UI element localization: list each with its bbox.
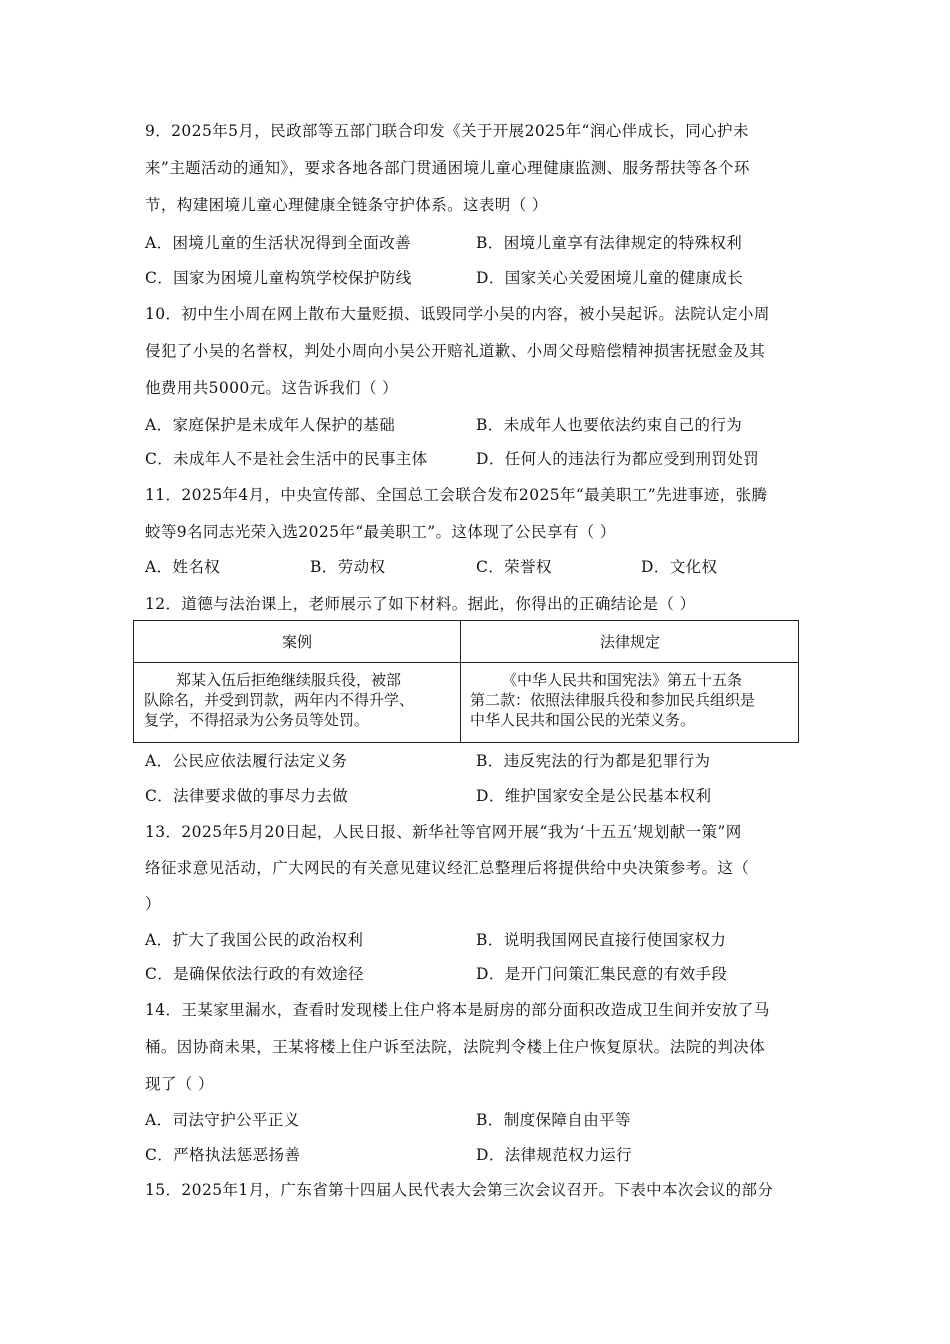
q9-option-d: D．国家关心关爱困境儿童的健康成长 xyxy=(476,269,744,287)
q11-stem-line-1: 11．2025年4月，中央宣传部、全国总工会联合发布2025年“最美职工”先进事迹，张腾 xyxy=(145,486,768,504)
q14-option-a: A．司法守护公平正义 xyxy=(145,1111,300,1129)
q10-option-d: D．任何人的违法行为都应受到刑罚处罚 xyxy=(476,450,760,468)
table-header-divider xyxy=(134,662,798,663)
q10-option-a: A．家庭保护是未成年人保护的基础 xyxy=(145,416,396,434)
q11-option-a: A．姓名权 xyxy=(145,558,221,576)
q10-stem-line-2: 侵犯了小吴的名誉权，判处小周向小吴公开赔礼道歉、小周父母赔偿精神损害抚慰金及其 xyxy=(145,342,766,360)
q10-option-b: B．未成年人也要依法约束自己的行为 xyxy=(476,416,743,434)
q11-option-d: D．文化权 xyxy=(641,558,718,576)
q13-option-d: D．是开门问策汇集民意的有效手段 xyxy=(476,965,728,983)
q12-option-c: C．法律要求做的事尽力去做 xyxy=(145,787,349,805)
q11-option-c: C．荣誉权 xyxy=(476,558,552,576)
table-cell-law xyxy=(470,670,755,730)
q14-stem-line-1: 14．王某家里漏水，查看时发现楼上住户将本是厨房的部分面积改造成卫生间并安放了马 xyxy=(145,1001,770,1019)
q10-stem-line-1: 10．初中生小周在网上散布大量贬损、诋毁同学小吴的内容，被小吴起诉。法院认定小周 xyxy=(145,305,770,323)
q12-stem-line-1: 12．道德与法治课上，老师展示了如下材料。据此，你得出的正确结论是（ ） xyxy=(145,595,696,613)
q9-stem-line-1: 9．2025年5月，民政部等五部门联合印发《关于开展2025年“润心伴成长，同心护未 xyxy=(145,122,749,140)
q13-stem-line-2: 络征求意见活动，广大网民的有关意见建议经汇总整理后将提供给中央决策参考。这（ xyxy=(145,859,750,877)
q13-stem-line-1: 13．2025年5月20日起，人民日报、新华社等官网开展“我为‘十五五’规划献一策”网 xyxy=(145,823,742,841)
law-line-1: 《中华人民共和国宪法》第五十五条 xyxy=(502,671,743,689)
law-line-2: 第二款：依照法律服兵役和参加民兵组织是 xyxy=(470,691,756,709)
q10-stem-line-3: 他费用共5000元。这告诉我们（ ） xyxy=(145,379,399,397)
q12-option-b: B．违反宪法的行为都是犯罪行为 xyxy=(476,752,711,770)
q12-material-table xyxy=(133,620,799,743)
q13-option-a: A．扩大了我国公民的政治权利 xyxy=(145,931,364,949)
case-line-1: 郑某入伍后拒绝继续服兵役，被部 xyxy=(176,671,402,689)
q12-option-d: D．维护国家安全是公民基本权利 xyxy=(476,787,712,805)
law-line-3: 中华人民共和国公民的光荣义务。 xyxy=(470,711,696,729)
q14-option-d: D．法律规范权力运行 xyxy=(476,1146,632,1164)
q9-option-a: A．困境儿童的生活状况得到全面改善 xyxy=(145,234,411,252)
table-cell-case xyxy=(144,670,414,730)
q14-stem-line-2: 桶。因协商未果，王某将楼上住户诉至法院，法院判令楼上住户恢复原状。法院的判决体 xyxy=(145,1038,766,1056)
q14-option-c: C．严格执法惩恶扬善 xyxy=(145,1146,301,1164)
q9-option-b: B．困境儿童享有法律规定的特殊权利 xyxy=(476,234,743,252)
q15-stem-line-1: 15．2025年1月，广东省第十四届人民代表大会第三次会议召开。下表中本次会议的部分 xyxy=(145,1181,774,1199)
q9-stem-line-2: 来”主题活动的通知》，要求各地各部门贯通困境儿童心理健康监测、服务帮扶等各个环 xyxy=(145,159,750,177)
q14-option-b: B．制度保障自由平等 xyxy=(476,1111,631,1129)
case-line-3: 复学，不得招录为公务员等处罚。 xyxy=(144,711,370,729)
table-header-law: 法律规定 xyxy=(599,633,660,651)
q13-option-b: B．说明我国网民直接行使国家权力 xyxy=(476,931,727,949)
q10-option-c: C．未成年人不是社会生活中的民事主体 xyxy=(145,450,428,468)
q13-option-c: C．是确保依法行政的有效途径 xyxy=(145,965,364,983)
q14-stem-line-3: 现了（ ） xyxy=(145,1075,214,1093)
q11-stem-line-2: 蛟等9名同志光荣入选2025年“最美职工”。这体现了公民享有（ ） xyxy=(145,523,616,541)
case-line-2: 队除名，并受到罚款，两年内不得升学、 xyxy=(144,691,415,709)
table-header-case: 案例 xyxy=(281,633,312,651)
q9-option-c: C．国家为困境儿童构筑学校保护防线 xyxy=(145,269,412,287)
q13-stem-line-3: ） xyxy=(145,895,161,913)
q11-option-b: B．劳动权 xyxy=(310,558,386,576)
q9-stem-line-3: 节，构建困境儿童心理健康全链条守护体系。这表明（ ） xyxy=(145,196,548,214)
q12-option-a: A．公民应依法履行法定义务 xyxy=(145,752,348,770)
